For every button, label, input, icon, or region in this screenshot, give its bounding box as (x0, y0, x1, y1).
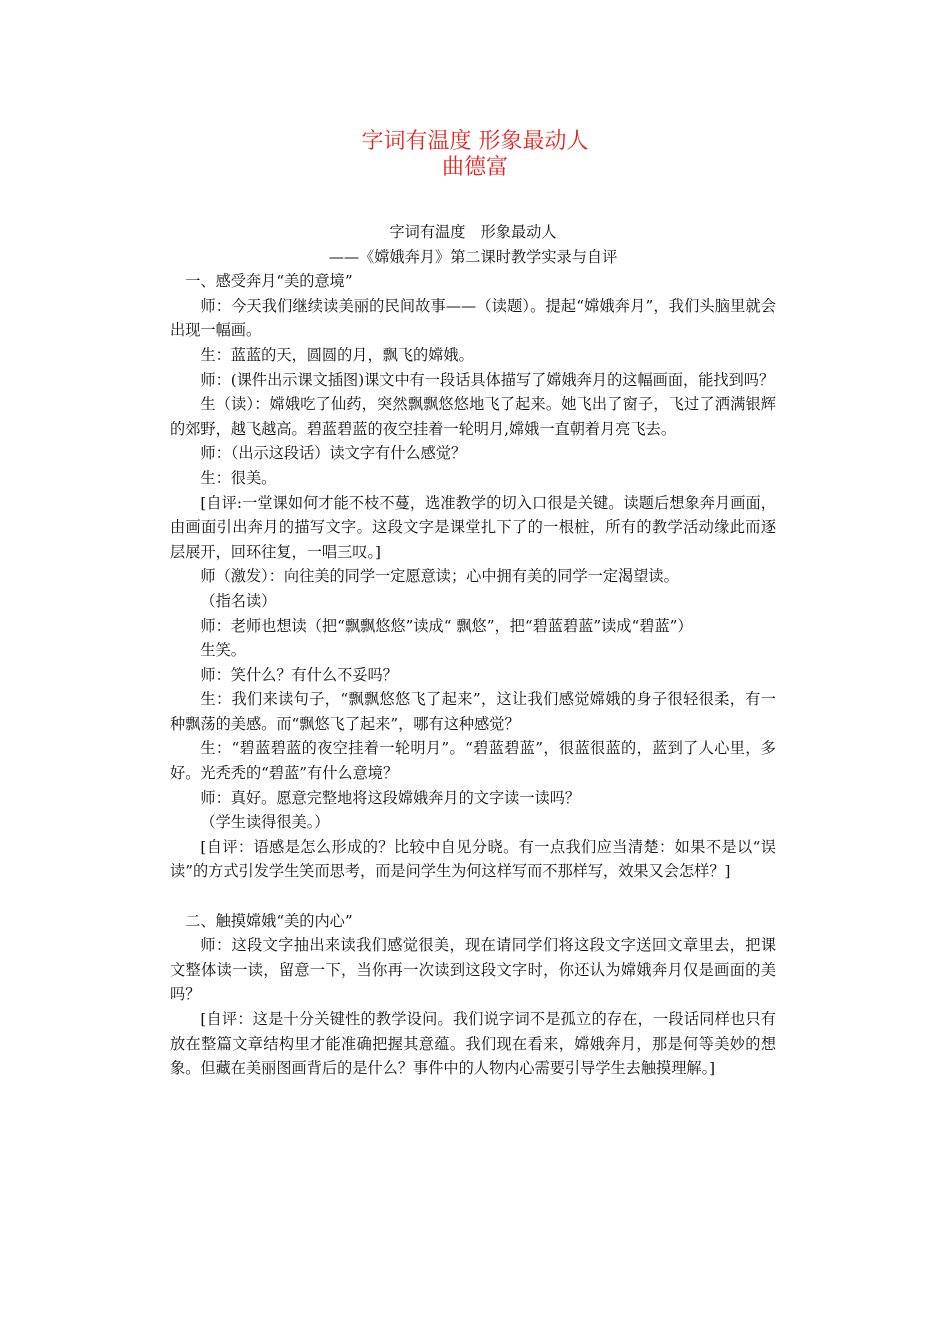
self-comment: [自评：语感是怎么形成的？比较中自见分晓。有一点我们应当清楚：如果不是以“误读”的方式引发学生笑而思考，而是问学生为何这样写而不那样写，效果又会怎样？] (170, 837, 776, 881)
paragraph: 师（激发）：向往美的同学一定愿意读；心中拥有美的同学一定渴望读。 (200, 567, 679, 586)
section-gap (170, 884, 776, 909)
paragraph: 生（读）：嫦娥吃了仙药，突然飘飘悠悠地飞了起来。她飞出了窗子，飞过了洒满银辉的郊野，越飞越高。碧蓝碧蓝的夜空挂着一轮明月,嫦娥一直朝着月亮飞去。 (170, 395, 776, 438)
section-heading-2: 二、触摸嫦娥“美的内心” (185, 911, 353, 930)
paragraph: 生：我们来读句子，“飘飘悠悠飞了起来”，这让我们感觉嫦娥的身子很轻很柔，有一种飘荡的美感。而“飘悠飞了起来”，哪有这种感觉？ (170, 690, 776, 733)
paragraph: 生笑。 (200, 641, 246, 660)
self-comment: [自评：这是十分关键性的教学设问。我们说字词不是孤立的存在，一段话同样也只有放在整篇文章结构里才能准确把握其意蕴。我们现在看来，嫦娥奔月，那是何等美妙的想象。但藏在美丽图画背后的是什么？事件中的人物内心需要引导学生去触摸理解。] (170, 1010, 776, 1078)
document-author: 曲德富 (441, 155, 508, 180)
paragraph: 师：(课件出示课文插图)课文中有一段话具体描写了嫦娥奔月的这幅画面，能找到吗？ (200, 370, 775, 389)
paragraph: 师：这段文字抽出来读我们感觉很美，现在请同学们将这段文字送回文章里去，把课文整体读一读，留意一下，当你再一次读到这段文字时，你还认为嫦娥奔月仅是画面的美吗？ (170, 936, 776, 1004)
paragraph: 师：真好。愿意完整地将这段嫦娥奔月的文字读一读吗？ (200, 788, 581, 807)
paragraph: 生：“碧蓝碧蓝的夜空挂着一轮明月”。“碧蓝碧蓝”，很蓝很蓝的，蓝到了人心里，多好。光秃秃的“碧蓝”有什么意境？ (170, 739, 776, 783)
document-title: 字词有温度 形象最动人 (361, 129, 589, 154)
paragraph: 生：蓝蓝的天，圆圆的月，飘飞的嫦娥。 (200, 345, 474, 364)
self-comment: [自评:一堂课如何才能不枝不蔓，选准教学的切入口很是关键。读题后想象奔月画面，由画面引出奔月的描写文字。这段文字是课堂扎下了的一根桩，所有的教学活动缘此而逐层展开，回环往复，一唱三叹。] (170, 493, 776, 561)
article-body (170, 220, 776, 1081)
paragraph: 师：今天我们继续读美丽的民间故事——（读题）。提起“嫦娥奔月”，我们头脑里就会出现一幅画。 (170, 296, 776, 340)
article-subtitle: ——《嫦娥奔月》第二课时教学实录与自评 (328, 247, 618, 266)
paragraph: 师：老师也想读（把“飘飘悠悠”读成“ 飘悠”，把“碧蓝碧蓝”读成“碧蓝”） (200, 616, 693, 635)
section-heading-1: 一、感受奔月“美的意境” (185, 272, 353, 291)
article-title: 字词有温度 形象最动人 (389, 223, 557, 241)
paragraph: （学生读得很美。） (200, 813, 330, 832)
paragraph: 师：（出示这段话）读文字有什么感觉？ (200, 444, 467, 463)
paragraph: 生：很美。 (200, 468, 277, 487)
paragraph: 师：笑什么？有什么不妥吗？ (200, 665, 398, 684)
paragraph: （指名读） (200, 591, 277, 610)
